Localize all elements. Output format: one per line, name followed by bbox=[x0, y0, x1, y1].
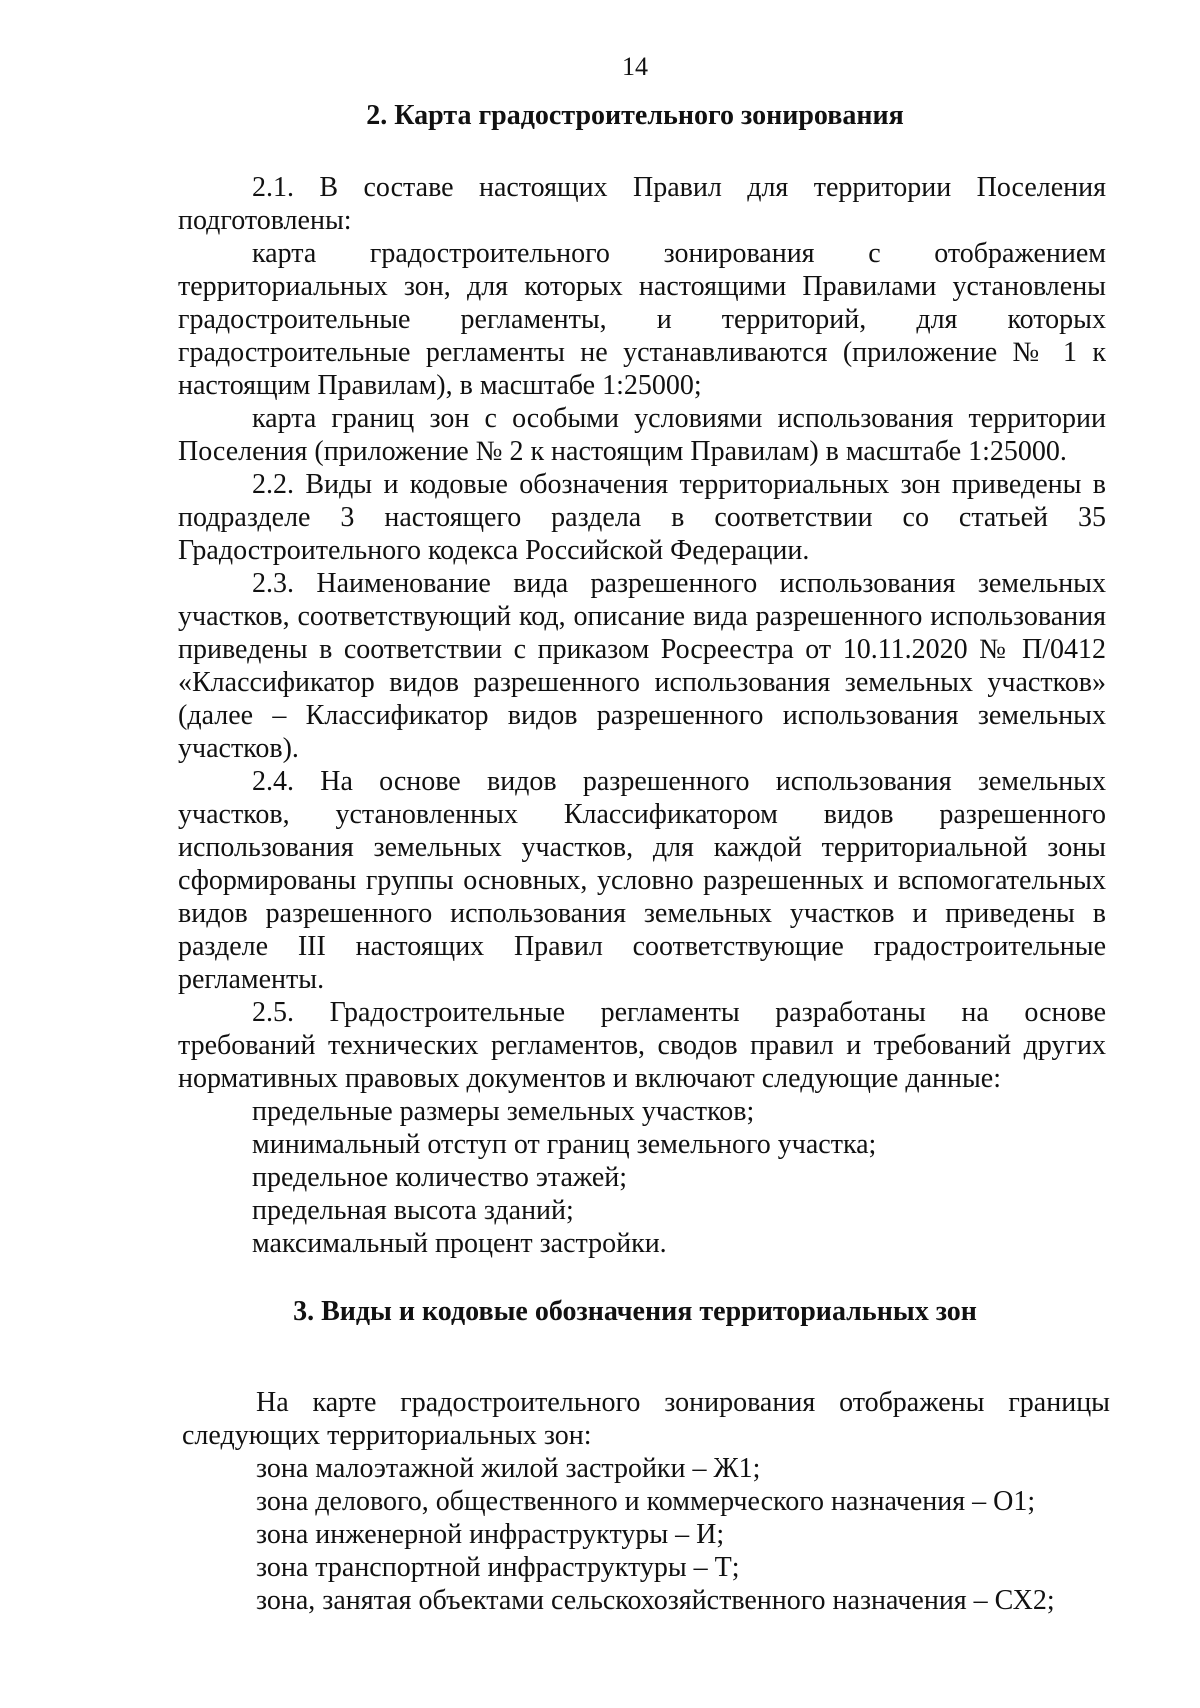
list-item: минимальный отступ от границ земельного участка; bbox=[252, 1129, 877, 1160]
list-item: предельная высота зданий; bbox=[252, 1195, 574, 1226]
section-3-heading: 3. Виды и кодовые обозначения территориальных зон bbox=[293, 1296, 977, 1327]
paragraph-2-5: 2.5. Градостроительные регламенты разработаны на основе требований технических регламентов, сводов правил и требований других нормативных правовых документов и включают следующие данные: bbox=[178, 997, 1106, 1094]
section-2-body bbox=[178, 171, 1106, 1260]
paragraph-2-3: 2.3. Наименование вида разрешенного использования земельных участков, соответствующий код, описание вида разрешенного использования приведены в соответствии с приказом Росреестра от 10.11.2020 № П/0412 «Классификатор видов разрешенного использования земельных участков» (далее – Классификатор видов разрешенного использования земельных участков). bbox=[178, 568, 1106, 764]
section-3-body bbox=[182, 1386, 1110, 1617]
zone-list-item: зона, занятая объектами сельскохозяйственного назначения – СХ2; bbox=[256, 1585, 1055, 1616]
page-number: 14 bbox=[622, 52, 648, 81]
paragraph-2-2: 2.2. Виды и кодовые обозначения территориальных зон приведены в подразделе 3 настоящего раздела в соответствии со статьей 35 Градостроительного кодекса Российской Федерации. bbox=[178, 469, 1106, 566]
zone-list-item: зона инженерной инфраструктуры – И; bbox=[256, 1519, 725, 1550]
paragraph-2-1: 2.1. В составе настоящих Правил для территории Поселения подготовлены: bbox=[178, 172, 1106, 236]
section-2-heading: 2. Карта градостроительного зонирования bbox=[366, 100, 904, 131]
paragraph-map-zoning: карта градостроительного зонирования с отображением территориальных зон, для которых настоящими Правилами установлены градостроительные регламенты, и территорий, для которых градостроительные регламенты не устанавливаются (приложение № 1 к настоящим Правилам), в масштабе 1:25000; bbox=[178, 238, 1106, 401]
zone-list-item: зона малоэтажной жилой застройки – Ж1; bbox=[256, 1453, 761, 1484]
list-item: максимальный процент застройки. bbox=[252, 1228, 667, 1259]
section-3-intro: На карте градостроительного зонирования отображены границы следующих территориальных зон: bbox=[182, 1387, 1110, 1451]
list-item: предельное количество этажей; bbox=[252, 1162, 628, 1193]
zone-list-item: зона делового, общественного и коммерческого назначения – О1; bbox=[256, 1486, 1036, 1517]
paragraph-2-4: 2.4. На основе видов разрешенного использования земельных участков, установленных Классификатором видов разрешенного использования земельных участков, для каждой территориальной зоны сформированы группы основных, условно разрешенных и вспомогательных видов разрешенного использования земельных участков и приведены в разделе III настоящих Правил соответствующие градостроительные регламенты. bbox=[178, 766, 1106, 995]
zone-list-item: зона транспортной инфраструктуры – Т; bbox=[256, 1552, 740, 1583]
paragraph-map-special-zones: карта границ зон с особыми условиями использования территории Поселения (приложение № 2 к настоящим Правилам) в масштабе 1:25000. bbox=[178, 403, 1106, 467]
list-item: предельные размеры земельных участков; bbox=[252, 1096, 755, 1127]
